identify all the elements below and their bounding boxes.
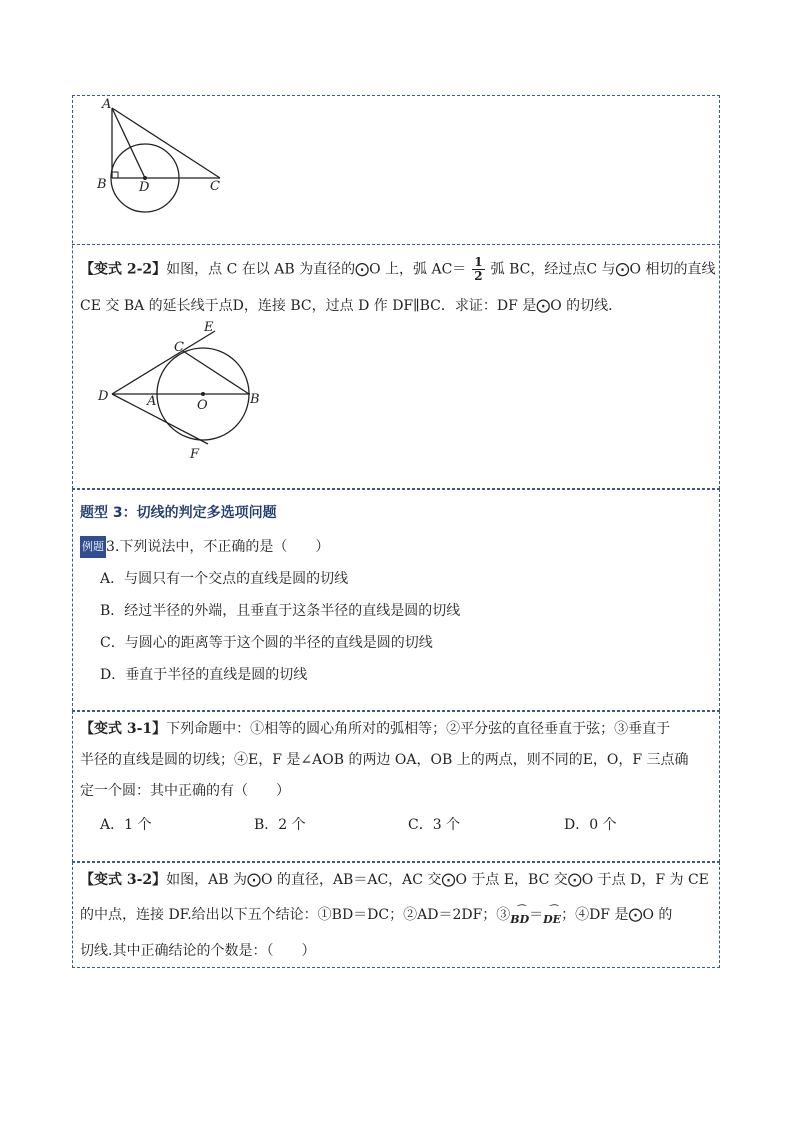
v32-line-1: [80, 870, 709, 890]
v31-line-2: 半径的直线是圆的切线；④E，F 是∠AOB 的两边 OA，OB 上的两点，则不同的E，O，F 三点确: [80, 752, 689, 768]
figure-circle-tangents: [90, 318, 270, 468]
section-heading: 题型 3：切线的判定多选项问题: [80, 505, 277, 521]
v31-option-c: C．3 个: [408, 817, 461, 833]
label-D: D: [139, 180, 150, 195]
label-O: O: [197, 398, 208, 413]
label-C: C: [174, 340, 184, 355]
fraction-half: [472, 256, 484, 283]
v31-text-1: 下列命题中：①相等的圆心角所对的弧相等；②平分弦的直径垂直于弦；③垂直于: [166, 721, 671, 737]
v31-line-3: 定一个圆：其中正确的有（ ）: [80, 783, 290, 799]
divider-1: [72, 244, 720, 245]
label-B: B: [97, 177, 107, 192]
v22-tag: 【变式 2-2】: [80, 261, 167, 278]
v22-text-1b: 弧 BC，经过点C 与⨀O 相切的直线: [490, 261, 716, 278]
example-badge: 例题: [80, 536, 106, 558]
arc-de: ⌒ DE: [543, 905, 562, 926]
option-a: A．与圆只有一个交点的直线是圆的切线: [100, 571, 349, 587]
v22-text-1a: 如图，点 C 在以 AB 为直径的⨀O 上，弧 AC＝: [166, 261, 467, 278]
label-A: A: [102, 98, 112, 112]
label-F: F: [190, 447, 200, 462]
label-A: A: [147, 394, 157, 409]
frac-denominator: 2: [474, 269, 483, 283]
label-D: D: [98, 389, 109, 404]
arc-bd: ⌒ BD: [510, 905, 530, 926]
v31-option-b: B．2 个: [254, 817, 306, 833]
v32-text-2b: ；④DF 是⨀O 的: [561, 907, 673, 923]
arc-de-label: DE: [543, 913, 562, 926]
figure-triangle-circle: [90, 98, 240, 218]
v32-line-3: 切线.其中正确结论的个数是：（ ）: [80, 943, 316, 959]
v32-text-1: 如图，AB 为⨀O 的直径，AB＝AC，AC 交⨀O 于点 E，BC 交⨀O 于点 D，F 为 CE: [166, 872, 709, 888]
v31-line-1: [80, 719, 670, 739]
arc-bd-label: BD: [510, 913, 530, 926]
v32-tag: 【变式 3-2】: [80, 872, 167, 888]
v31-tag: 【变式 3-1】: [80, 721, 167, 737]
v32-text-2a: 的中点，连接 DF.给出以下五个结论：①BD＝DC；②AD＝2DF；③: [80, 907, 511, 923]
option-c: C．与圆心的距离等于这个圆的半径的直线是圆的切线: [100, 635, 433, 651]
v31-option-d: D．0 个: [564, 817, 617, 833]
arc-equals: ＝: [529, 907, 544, 923]
label-C: C: [210, 179, 220, 194]
frac-numerator: 1: [474, 255, 483, 269]
label-E: E: [204, 320, 214, 335]
option-b: B．经过半径的外端，且垂直于这条半径的直线是圆的切线: [100, 603, 461, 619]
v22-line-2: CE 交 BA 的延长线于点D，连接 BC，过点 D 作 DF∥BC．求证：DF 是⨀O 的切线．: [80, 298, 623, 314]
v31-option-a: A．1 个: [100, 817, 152, 833]
example-stem: [80, 536, 329, 558]
example-stem-text: 3.下列说法中，不正确的是（ ）: [106, 539, 330, 555]
label-B: B: [250, 392, 260, 407]
v22-line-1: [80, 256, 715, 283]
option-d: D．垂直于半径的直线是圆的切线: [100, 667, 308, 683]
v32-line-2: [80, 905, 672, 925]
